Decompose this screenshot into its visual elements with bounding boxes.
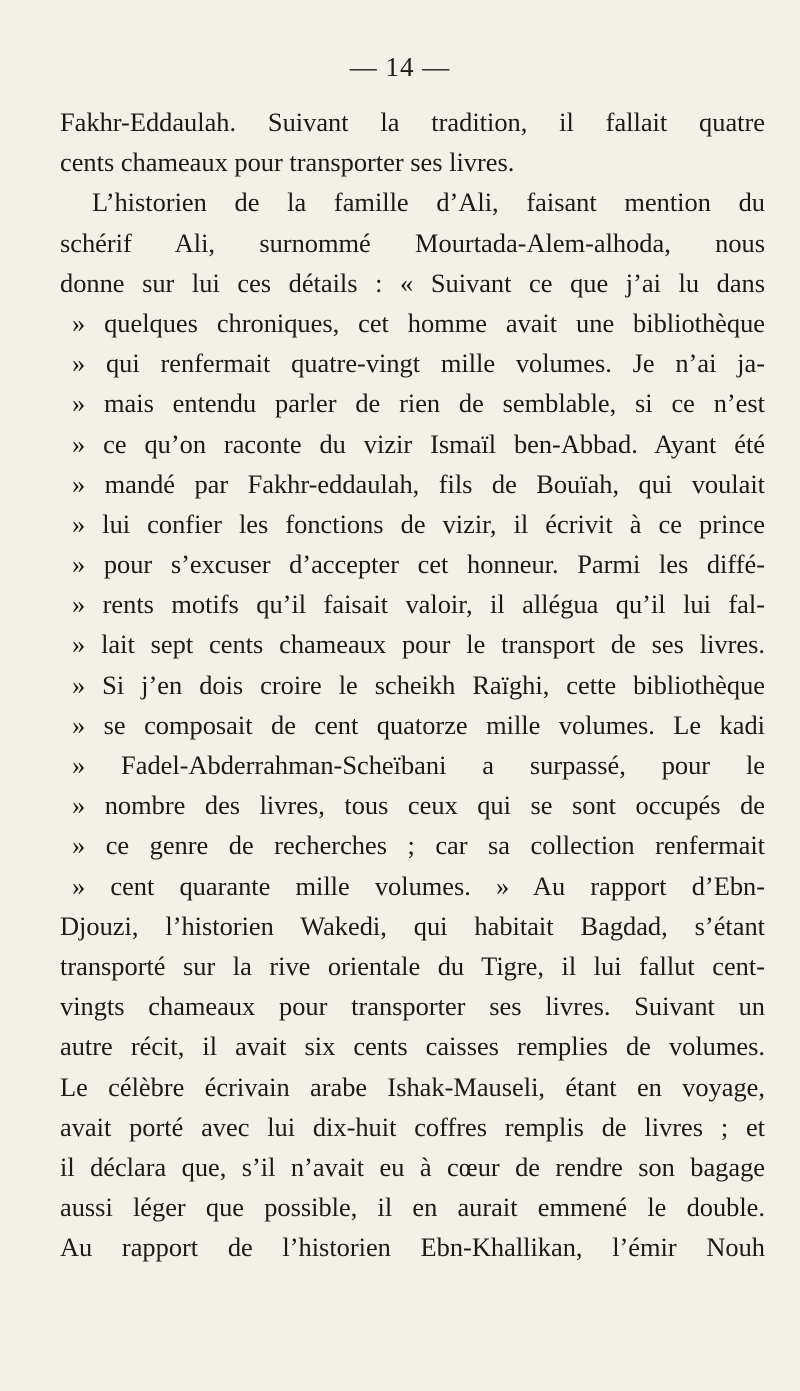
- text-line: » mandé par Fakhr-eddaulah, fils de Bouïah, qui voulait: [72, 468, 765, 499]
- text-line: » nombre des livres, tous ceux qui se sont occupés de: [72, 790, 765, 821]
- text-line: » quelques chroniques, cet homme avait une bibliothèque: [72, 307, 765, 338]
- text-line: vingts chameaux pour transporter ses livres. Suivant un: [60, 991, 765, 1022]
- text-line: » Fadel-Abderrahman-Scheïbani a surpassé, pour le: [72, 750, 765, 780]
- text-line: autre récit, il avait six cents caisses remplies de volumes.: [60, 1031, 765, 1062]
- text-line: Le célèbre écrivain arabe Ishak-Mauseli, étant en voyage,: [60, 1071, 765, 1102]
- text-line: donne sur lui ces détails : « Suivant ce que j’ai lu dans: [60, 267, 765, 298]
- text-line: aussi léger que possible, il en aurait emmené le double.: [60, 1192, 765, 1223]
- text-line: » ce genre de recherches ; car sa collection renfermait: [72, 830, 765, 861]
- text-line: transporté sur la rive orientale du Tigre, il lui fallut cent-: [60, 950, 765, 981]
- text-line: il déclara que, s’il n’avait eu à cœur de rendre son bagage: [60, 1151, 765, 1182]
- text-line: » mais entendu parler de rien de semblable, si ce n’est: [72, 388, 765, 419]
- text-line: » lui confier les fonctions de vizir, il écrivit à ce prince: [72, 508, 765, 539]
- text-line: » lait sept cents chameaux pour le transport de ses livres.: [72, 629, 765, 660]
- text-line: schérif Ali, surnommé Mourtada-Alem-alhoda, nous: [60, 227, 765, 258]
- body-text: [60, 102, 765, 1267]
- text-line: L’historien de la famille d’Ali, faisant mention du: [92, 187, 765, 218]
- page-number: — 14 —: [349, 52, 451, 82]
- text-line: » cent quarante mille volumes. » Au rapport d’Ebn-: [72, 870, 765, 901]
- text-line: cents chameaux pour transporter ses livres.: [60, 147, 515, 178]
- text-line: Au rapport de l’historien Ebn-Khallikan, l’émir Nouh: [60, 1232, 765, 1263]
- text-line: Djouzi, l’historien Wakedi, qui habitait Bagdad, s’étant: [60, 910, 765, 941]
- text-line: » pour s’excuser d’accepter cet honneur. Parmi les diffé-: [72, 549, 765, 580]
- text-line: avait porté avec lui dix-huit coffres remplis de livres ; et: [60, 1111, 765, 1142]
- text-line: » qui renfermait quatre-vingt mille volumes. Je n’ai ja-: [72, 348, 765, 379]
- text-line: » ce qu’on raconte du vizir Ismaïl ben-Abbad. Ayant été: [72, 428, 765, 459]
- text-line: Fakhr-Eddaulah. Suivant la tradition, il fallait quatre: [60, 107, 765, 137]
- text-line: » rents motifs qu’il faisait valoir, il allégua qu’il lui fal-: [72, 589, 765, 620]
- text-line: » Si j’en dois croire le scheikh Raïghi, cette bibliothèque: [72, 669, 765, 700]
- text-line: » se composait de cent quatorze mille volumes. Le kadi: [72, 709, 765, 740]
